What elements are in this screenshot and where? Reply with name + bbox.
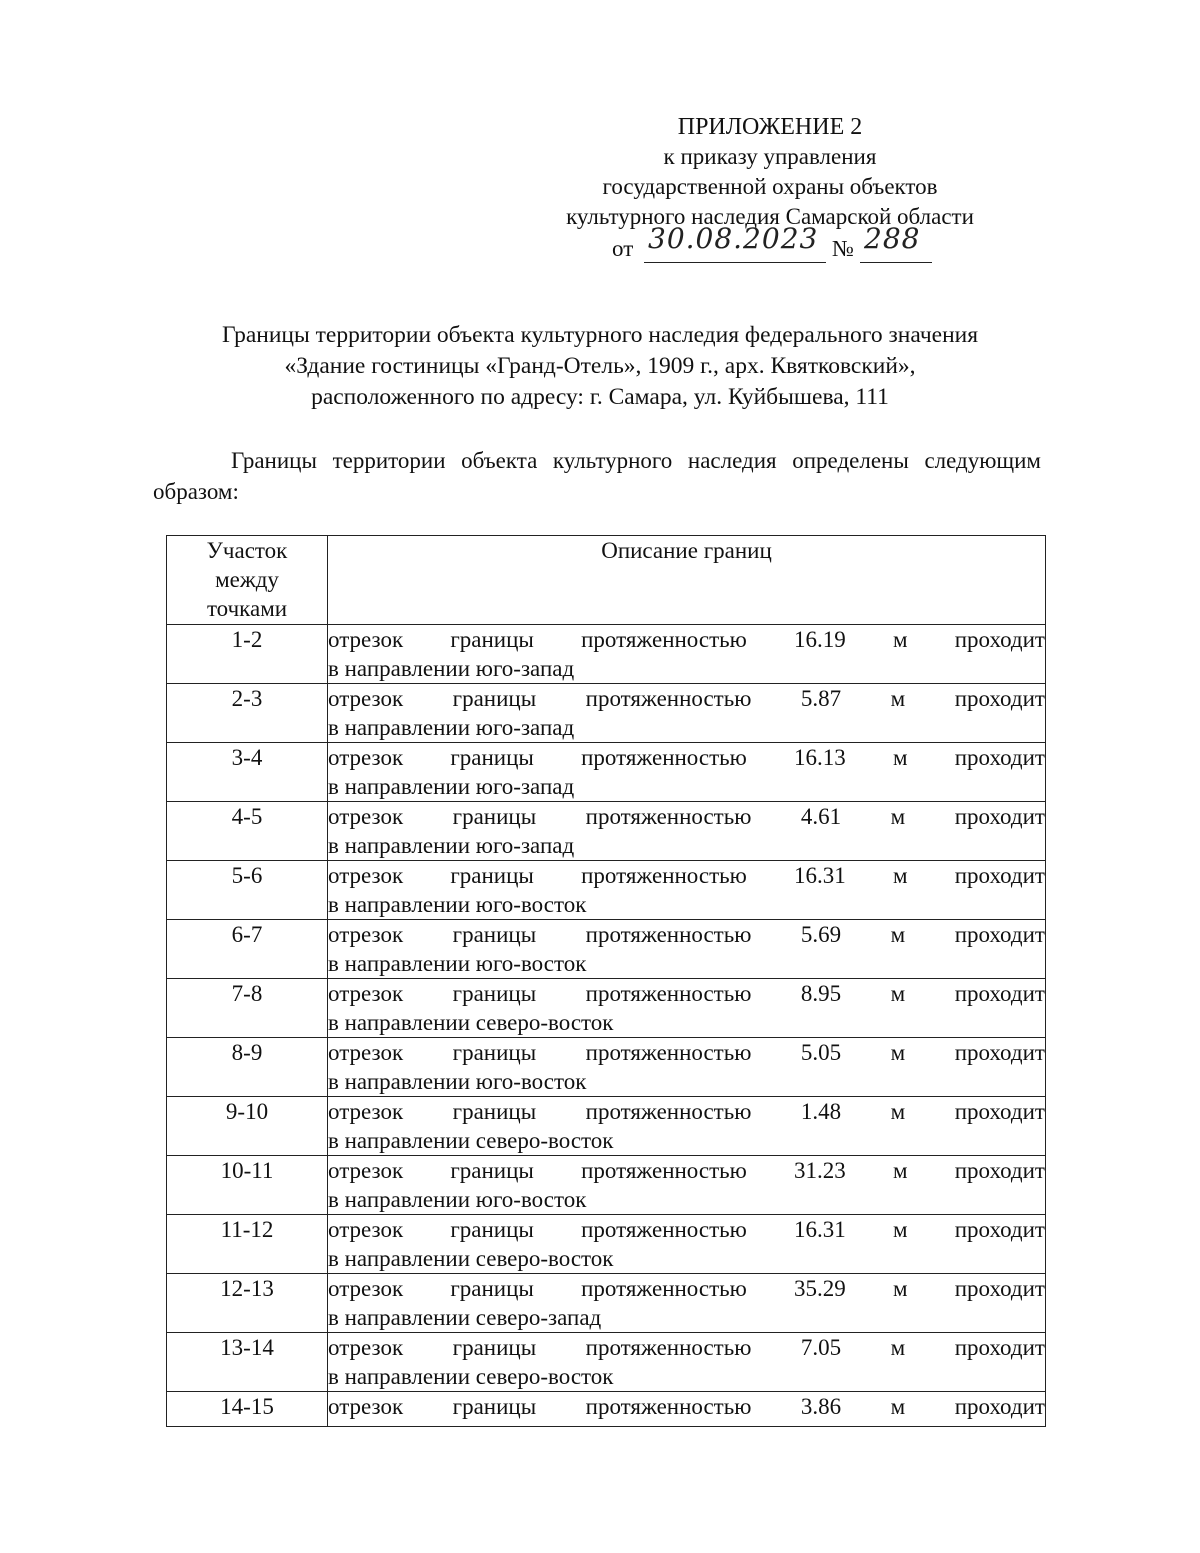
table-row <box>167 920 1046 979</box>
table-row <box>167 1156 1046 1215</box>
table-row <box>167 1097 1046 1156</box>
table-row <box>167 1333 1046 1392</box>
length-value: 16.13 <box>794 745 846 770</box>
description-cell <box>328 1097 1046 1156</box>
length-value: 5.69 <box>800 922 842 947</box>
description-cell <box>328 920 1046 979</box>
document-heading <box>150 320 1050 413</box>
segment-cell: 14-15 <box>167 1392 328 1427</box>
direction-text: в направлении северо-восток <box>328 1010 614 1035</box>
unit-label: м <box>890 1394 906 1419</box>
word-length: протяженностью <box>581 745 747 770</box>
description-line-1 <box>328 743 1045 772</box>
unit-label: м <box>892 627 908 652</box>
word-segment: отрезок <box>328 1158 404 1183</box>
word-boundary: границы <box>452 922 537 947</box>
table-row <box>167 1215 1046 1274</box>
number-label: № <box>832 236 854 261</box>
length-value: 4.61 <box>800 804 842 829</box>
word-passes: проходит <box>954 922 1045 947</box>
ot-label: от <box>612 236 634 261</box>
word-length: протяженностью <box>581 1217 747 1242</box>
length-value: 31.23 <box>794 1158 846 1183</box>
word-segment: отрезок <box>328 1217 404 1242</box>
segment-cell: 9-10 <box>167 1097 328 1156</box>
description-line-1 <box>328 684 1045 713</box>
direction-text: в направлении юго-восток <box>328 1187 587 1212</box>
unit-label: м <box>892 1158 908 1183</box>
word-passes: проходит <box>954 1394 1045 1419</box>
word-boundary: границы <box>452 1099 537 1124</box>
word-passes: проходит <box>954 1158 1045 1183</box>
word-segment: отрезок <box>328 627 404 652</box>
segment-column-header <box>167 536 328 625</box>
length-value: 8.95 <box>800 981 842 1006</box>
table-row <box>167 684 1046 743</box>
intro-paragraph: Границы территории объекта культурного наследия определены следующим образом: <box>153 448 1041 504</box>
description-line-1 <box>328 1038 1045 1067</box>
table-row <box>167 861 1046 920</box>
word-boundary: границы <box>452 1394 537 1419</box>
word-passes: проходит <box>954 863 1045 888</box>
order-number-handwritten: 288 <box>864 222 921 255</box>
segment-header-line-1: Участок <box>206 538 288 563</box>
description-cell <box>328 1215 1046 1274</box>
appendix-line-3: культурного наследия Самарской области <box>566 204 974 229</box>
table-row <box>167 802 1046 861</box>
length-value: 5.87 <box>800 686 842 711</box>
word-boundary: границы <box>452 981 537 1006</box>
word-length: протяженностью <box>581 627 747 652</box>
word-passes: проходит <box>954 1217 1045 1242</box>
word-length: протяженностью <box>581 1158 747 1183</box>
word-boundary: границы <box>450 1158 534 1183</box>
segment-cell: 5-6 <box>167 861 328 920</box>
description-line-1 <box>328 1156 1045 1185</box>
unit-label: м <box>892 745 908 770</box>
appendix-line-2: государственной охраны объектов <box>602 174 938 199</box>
word-segment: отрезок <box>328 922 404 947</box>
heading-line-2: «Здание гостиницы «Гранд-Отель», 1909 г., арх. Квятковский», <box>284 353 916 379</box>
description-cell <box>328 861 1046 920</box>
word-segment: отрезок <box>328 686 404 711</box>
description-cell <box>328 625 1046 684</box>
description-line-1 <box>328 1274 1045 1303</box>
direction-text: в направлении юго-запад <box>328 715 575 740</box>
description-cell <box>328 743 1046 802</box>
heading-line-1: Границы территории объекта культурного наследия федерального значения <box>221 322 979 348</box>
word-boundary: границы <box>452 1335 537 1360</box>
segment-header-line-2: между <box>215 567 279 592</box>
direction-text: в направлении юго-восток <box>328 1069 587 1094</box>
length-value: 3.86 <box>800 1394 842 1419</box>
appendix-title: ПРИЛОЖЕНИЕ 2 <box>677 114 863 140</box>
direction-text: в направлении юго-восток <box>328 892 587 917</box>
description-cell <box>328 1333 1046 1392</box>
word-segment: отрезок <box>328 745 404 770</box>
description-cell <box>328 1274 1046 1333</box>
direction-text: в направлении юго-запад <box>328 774 575 799</box>
segment-cell: 11-12 <box>167 1215 328 1274</box>
unit-label: м <box>890 1099 906 1124</box>
segment-cell: 1-2 <box>167 625 328 684</box>
table-row <box>167 743 1046 802</box>
word-passes: проходит <box>954 686 1045 711</box>
word-length: протяженностью <box>585 922 752 947</box>
unit-label: м <box>890 1335 906 1360</box>
word-length: протяженностью <box>585 1335 752 1360</box>
word-length: протяженностью <box>581 1276 747 1301</box>
word-length: протяженностью <box>581 863 747 888</box>
unit-label: м <box>892 1276 908 1301</box>
description-cell <box>328 1038 1046 1097</box>
table-row <box>167 979 1046 1038</box>
word-length: протяженностью <box>585 1040 752 1065</box>
appendix-block <box>520 112 1020 266</box>
direction-text: в направлении северо-восток <box>328 1246 614 1271</box>
word-segment: отрезок <box>328 1335 404 1360</box>
description-cell <box>328 1156 1046 1215</box>
word-passes: проходит <box>954 1040 1045 1065</box>
description-line-1 <box>328 1333 1045 1362</box>
word-boundary: границы <box>450 863 534 888</box>
segment-header-line-3: точками <box>206 596 288 621</box>
word-segment: отрезок <box>328 804 404 829</box>
word-passes: проходит <box>954 1276 1045 1301</box>
word-segment: отрезок <box>328 863 404 888</box>
segment-cell: 4-5 <box>167 802 328 861</box>
word-passes: проходит <box>954 804 1045 829</box>
length-value: 5.05 <box>800 1040 842 1065</box>
unit-label: м <box>892 1217 908 1242</box>
description-line-1 <box>328 979 1045 1008</box>
description-cell <box>328 1392 1046 1427</box>
word-boundary: границы <box>452 1040 537 1065</box>
word-boundary: границы <box>450 745 534 770</box>
description-line-1 <box>328 625 1045 654</box>
order-date-line <box>520 222 1020 266</box>
order-date-field <box>644 222 826 263</box>
word-length: протяженностью <box>585 981 752 1006</box>
table-header-row <box>167 536 1046 625</box>
table-row <box>167 1274 1046 1333</box>
word-length: протяженностью <box>585 1099 752 1124</box>
description-line-1 <box>328 1097 1045 1126</box>
table-row <box>167 1392 1046 1427</box>
description-line-1 <box>328 1392 1045 1421</box>
direction-text: в направлении северо-запад <box>328 1305 602 1330</box>
description-cell <box>328 684 1046 743</box>
length-value: 16.31 <box>794 1217 846 1242</box>
word-passes: проходит <box>954 1335 1045 1360</box>
heading-line-3: расположенного по адресу: г. Самара, ул. Куйбышева, 111 <box>311 384 889 410</box>
segment-cell: 8-9 <box>167 1038 328 1097</box>
word-passes: проходит <box>954 1099 1045 1124</box>
appendix-line-1: к приказу управления <box>663 144 877 169</box>
length-value: 16.19 <box>794 627 846 652</box>
description-cell <box>328 802 1046 861</box>
direction-text: в направлении юго-восток <box>328 951 587 976</box>
direction-text: в направлении юго-запад <box>328 833 575 858</box>
description-line-1 <box>328 920 1045 949</box>
description-line-1 <box>328 1215 1045 1244</box>
direction-text: в направлении юго-запад <box>328 656 575 681</box>
word-boundary: границы <box>450 1217 534 1242</box>
word-passes: проходит <box>954 981 1045 1006</box>
unit-label: м <box>890 1040 906 1065</box>
unit-label: м <box>890 686 906 711</box>
description-column-header: Описание границ <box>328 536 1046 625</box>
segment-cell: 13-14 <box>167 1333 328 1392</box>
segment-cell: 7-8 <box>167 979 328 1038</box>
length-value: 1.48 <box>800 1099 842 1124</box>
description-cell <box>328 979 1046 1038</box>
segment-cell: 12-13 <box>167 1274 328 1333</box>
segment-cell: 6-7 <box>167 920 328 979</box>
unit-label: м <box>890 981 906 1006</box>
order-number-field <box>860 222 932 263</box>
word-length: протяженностью <box>585 804 752 829</box>
word-segment: отрезок <box>328 1276 404 1301</box>
word-boundary: границы <box>452 686 537 711</box>
word-boundary: границы <box>450 627 534 652</box>
direction-text: в направлении северо-восток <box>328 1128 614 1153</box>
segment-cell: 3-4 <box>167 743 328 802</box>
word-boundary: границы <box>450 1276 534 1301</box>
unit-label: м <box>890 804 906 829</box>
word-segment: отрезок <box>328 1099 404 1124</box>
table-row <box>167 1038 1046 1097</box>
unit-label: м <box>890 922 906 947</box>
word-segment: отрезок <box>328 981 404 1006</box>
direction-text: в направлении северо-восток <box>328 1364 614 1389</box>
unit-label: м <box>892 863 908 888</box>
word-segment: отрезок <box>328 1394 404 1419</box>
word-length: протяженностью <box>585 686 752 711</box>
word-length: протяженностью <box>585 1394 752 1419</box>
order-date-handwritten: 30.08.2023 <box>648 222 819 255</box>
word-segment: отрезок <box>328 1040 404 1065</box>
segment-cell: 2-3 <box>167 684 328 743</box>
table-row <box>167 625 1046 684</box>
word-passes: проходит <box>954 627 1045 652</box>
description-line-1 <box>328 802 1045 831</box>
description-line-1 <box>328 861 1045 890</box>
length-value: 7.05 <box>800 1335 842 1360</box>
word-passes: проходит <box>954 745 1045 770</box>
length-value: 35.29 <box>794 1276 846 1301</box>
word-boundary: границы <box>452 804 537 829</box>
length-value: 16.31 <box>794 863 846 888</box>
segment-cell: 10-11 <box>167 1156 328 1215</box>
boundaries-table <box>166 535 1046 1427</box>
